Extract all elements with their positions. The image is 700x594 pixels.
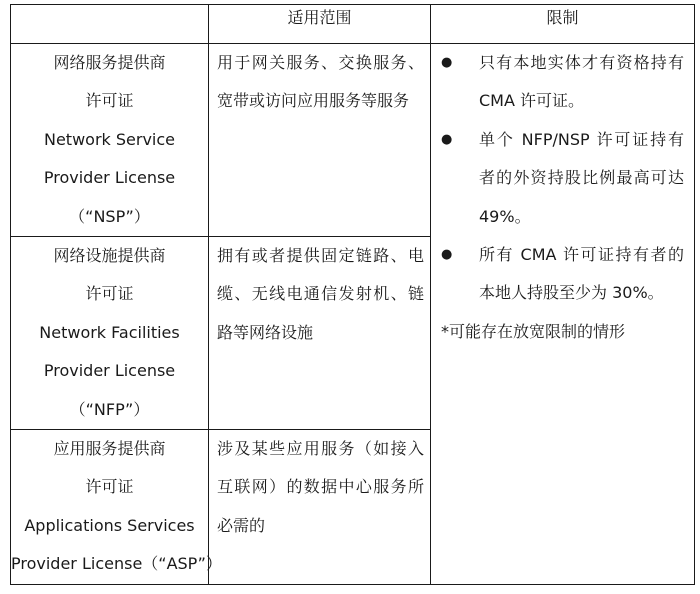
scope-nfp: 拥有或者提供固定链路、电缆、无线电通信发射机、链路等网络设施 [209,237,431,430]
license-name-en: Network Service [43,129,176,149]
scope-nsp: 用于网关服务、交换服务、宽带或访问应用服务等服务 [209,44,431,237]
restriction-text: 只有本地实体才有资格持有 CMA 许可证。 [479,53,684,111]
restriction-item [439,44,684,121]
license-name-cn-suffix: 许可证 [85,284,134,304]
license-table [10,4,695,585]
license-name-en-suffix: Provider License（“ASP”） [11,554,222,574]
license-abbr: （“NSP”） [69,206,150,226]
license-name-nfp [11,237,209,430]
license-name-en-suffix: Provider License [43,361,176,381]
restriction-note: *可能存在放宽限制的情形 [441,321,626,341]
restrictions-cell [431,44,695,585]
restriction-item [439,121,684,236]
bullet-icon: ● [441,55,453,70]
license-name-nsp [11,44,209,237]
bullet-icon: ● [441,247,453,263]
license-name-asp [11,430,222,585]
bullet-icon: ● [441,131,453,147]
license-name-en: Applications Services [24,515,195,535]
header-restrictions: 限制 [431,5,695,44]
license-name-cn-suffix: 许可证 [85,477,134,497]
table-row-nsp [11,44,695,237]
restriction-text: 单个 NFP/NSP 许可证持有者的外资持股比例最高可达 49%。 [479,129,684,226]
header-scope: 适用范围 [209,5,431,44]
license-name-en: Network Facilities [39,322,180,342]
license-name-cn: 网络设施提供商 [53,246,166,266]
license-name-cn: 网络服务提供商 [53,53,166,72]
license-name-en-suffix: Provider License [43,168,176,188]
license-name-cn-suffix: 许可证 [85,91,134,111]
license-abbr: （“NFP”） [69,399,150,419]
restriction-text: 所有 CMA 许可证持有者的本地人持股至少为 30%。 [479,245,684,303]
header-license-type [11,5,209,44]
license-name-cn: 应用服务提供商 [53,439,166,459]
header-row [11,5,695,44]
scope-asp: 涉及某些应用服务（如接入互联网）的数据中心服务所必需的 [209,430,431,585]
restriction-item [439,236,684,313]
